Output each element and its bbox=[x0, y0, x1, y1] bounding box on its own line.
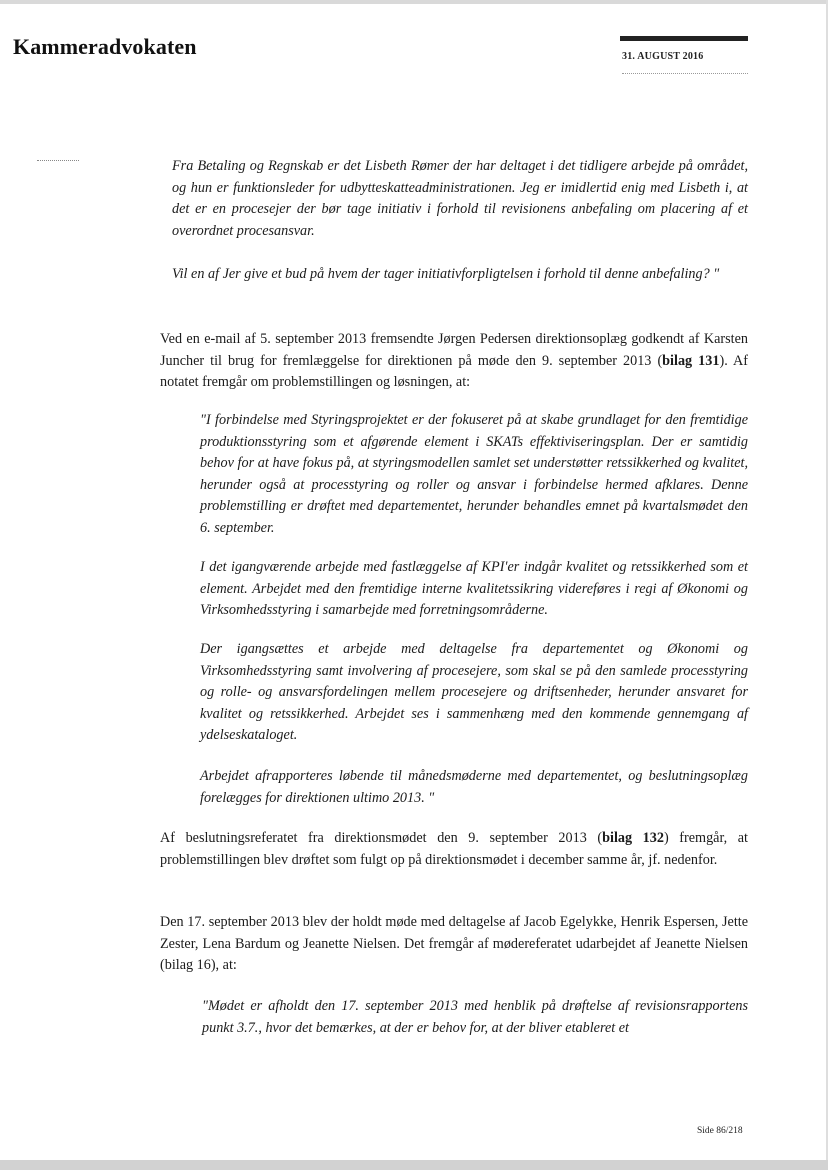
body-text: Ved en e-mail af 5. september 2013 fremsendte Jørgen Pedersen direktionsoplæg godkendt af Karsten Juncher til brug for fremlæggelse for direktionen på møde den 9. september 2013 ( bbox=[160, 331, 748, 369]
body-paragraph bbox=[160, 828, 748, 871]
quote-paragraph: Vil en af Jer give et bud på hvem der tager initiativforpligtelsen i forhold til denne anbefaling? " bbox=[172, 266, 720, 282]
header-rule bbox=[622, 73, 748, 74]
header-date: 31. AUGUST 2016 bbox=[622, 51, 704, 62]
exhibit-reference: bilag 132 bbox=[602, 830, 664, 846]
body-text: ) fremgår, at problemstillingen blev drøftet som fulgt op på direktionsmødet i december samme år, jf. nedenfor. bbox=[160, 830, 749, 868]
header-bar bbox=[620, 36, 748, 41]
quote-paragraph: Der igangsættes et arbejde med deltagelse fra departementet og Økonomi og Virksomhedsstyring samt involvering af procesejere, som skal se på den samlede processtyring og rolle- og ansvarsfordelingen mellem procesejere og driftsenheder, herunder ansvaret for kvalitet og retssikkerhed. Arbejdet ses i sammenhæng med den kommende gennemgang af ydelseskataloget. bbox=[200, 641, 748, 743]
margin-mark bbox=[37, 160, 79, 161]
quote-paragraph: Fra Betaling og Regnskab er det Lisbeth Rømer der har deltaget i det tidligere arbejde på området, og hun er funktionsleder for udbytteskatteadministrationen. Jeg er imidlertid enig med Lisbeth i, at det er en procesejer der bør tage initiativ i forhold til revisionens anbefaling om placering af et overordnet procesansvar. bbox=[172, 158, 748, 239]
brand-title: Kammeradvokaten bbox=[13, 34, 197, 59]
quote-paragraph: I det igangværende arbejde med fastlæggelse af KPI'er indgår kvalitet og retssikkerhed som et element. Arbejdet med den fremtidige interne kvalitetssikring videreføres i regi af Økonomi og Virksomhedsstyring i samarbejde med forretningsområderne. bbox=[200, 559, 748, 618]
page-number: Side 86/218 bbox=[697, 1126, 743, 1136]
body-text: Af beslutningsreferatet fra direktionsmødet den 9. september 2013 ( bbox=[160, 830, 603, 846]
body-paragraph bbox=[160, 329, 748, 394]
quote-paragraph: "I forbindelse med Styringsprojektet er der fokuseret på at skabe grundlaget for den fremtidige produktionsstyring som et afgørende element i SKATs effektiviseringsplan. Der er samtidig behov for at have fokus på, at styringsmodellen samlet set understøtter retssikkerhed og kvalitet, herunder også at processtyring og roller og ansvar i forbindelse hermed afklares. Denne problemstilling er drøftet med departementet, herunder behandles emnet på kvartalsmødet den 6. september. bbox=[200, 412, 748, 536]
scan-edge-top bbox=[0, 0, 828, 4]
quote-paragraph: "Mødet er afholdt den 17. september 2013 med henblik på drøftelse af revisionsrapportens punkt 3.7., hvor det bemærkes, at der er behov for, at der bliver etableret et bbox=[202, 998, 748, 1036]
quote-paragraph: Arbejdet afrapporteres løbende til månedsmøderne med departementet, og beslutningsoplæg forelægges for direktionen ultimo 2013. " bbox=[200, 768, 748, 806]
body-text: ). Af notatet fremgår om problemstillingen og løsningen, at: bbox=[160, 352, 748, 390]
exhibit-reference: bilag 131 bbox=[662, 352, 720, 369]
body-paragraph: Den 17. september 2013 blev der holdt møde med deltagelse af Jacob Egelykke, Henrik Espersen, Jette Zester, Lena Bardum og Jeanette Nielsen. Det fremgår af mødereferatet udarbejdet af Jeanette Nielsen (bilag 16), at: bbox=[160, 914, 748, 973]
scan-edge-bottom bbox=[0, 1160, 828, 1170]
